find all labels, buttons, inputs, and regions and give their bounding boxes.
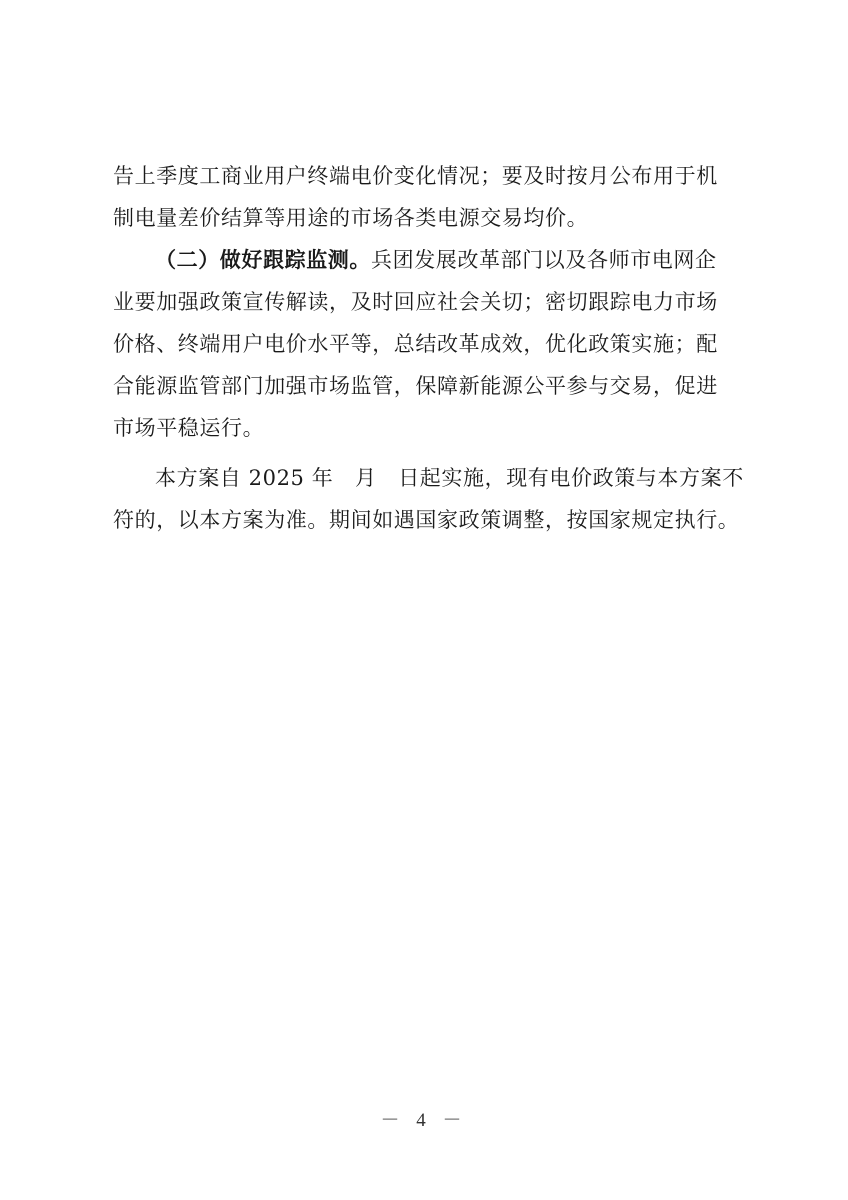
paragraph-2-line-1-text: 兵团发展改革部门以及各师市电网企 [371,248,717,272]
body-text [113,155,743,541]
paragraph-2-line-2: 业要加强政策宣传解读，及时回应社会关切；密切跟踪电力市场 [113,290,718,314]
paragraph-2-line-3: 价格、终端用户电价水平等，总结改革成效，优化政策实施；配 [113,332,718,356]
page-number: － 4 － [380,1110,468,1131]
paragraph-2-line-5: 市场平稳运行。 [113,416,265,440]
paragraph-3-line-1: 本方案自 2025 年 月 日起实施，现有电价政策与本方案不 [155,466,744,490]
paragraph-3-line-2: 符的，以本方案为准。期间如遇国家政策调整，按国家规定执行。 [113,508,740,532]
paragraph-1-line-2: 制电量差价结算等用途的市场各类电源交易均价。 [113,206,589,230]
paragraph-2-line-4: 合能源监管部门加强市场监管，保障新能源公平参与交易，促进 [113,374,718,398]
paragraph-1-line-1: 告上季度工商业用户终端电价变化情况；要及时按月公布用于机 [113,164,718,188]
paragraph-2-line-1 [113,239,743,281]
section-heading: （二）做好跟踪监测。 [155,247,371,272]
